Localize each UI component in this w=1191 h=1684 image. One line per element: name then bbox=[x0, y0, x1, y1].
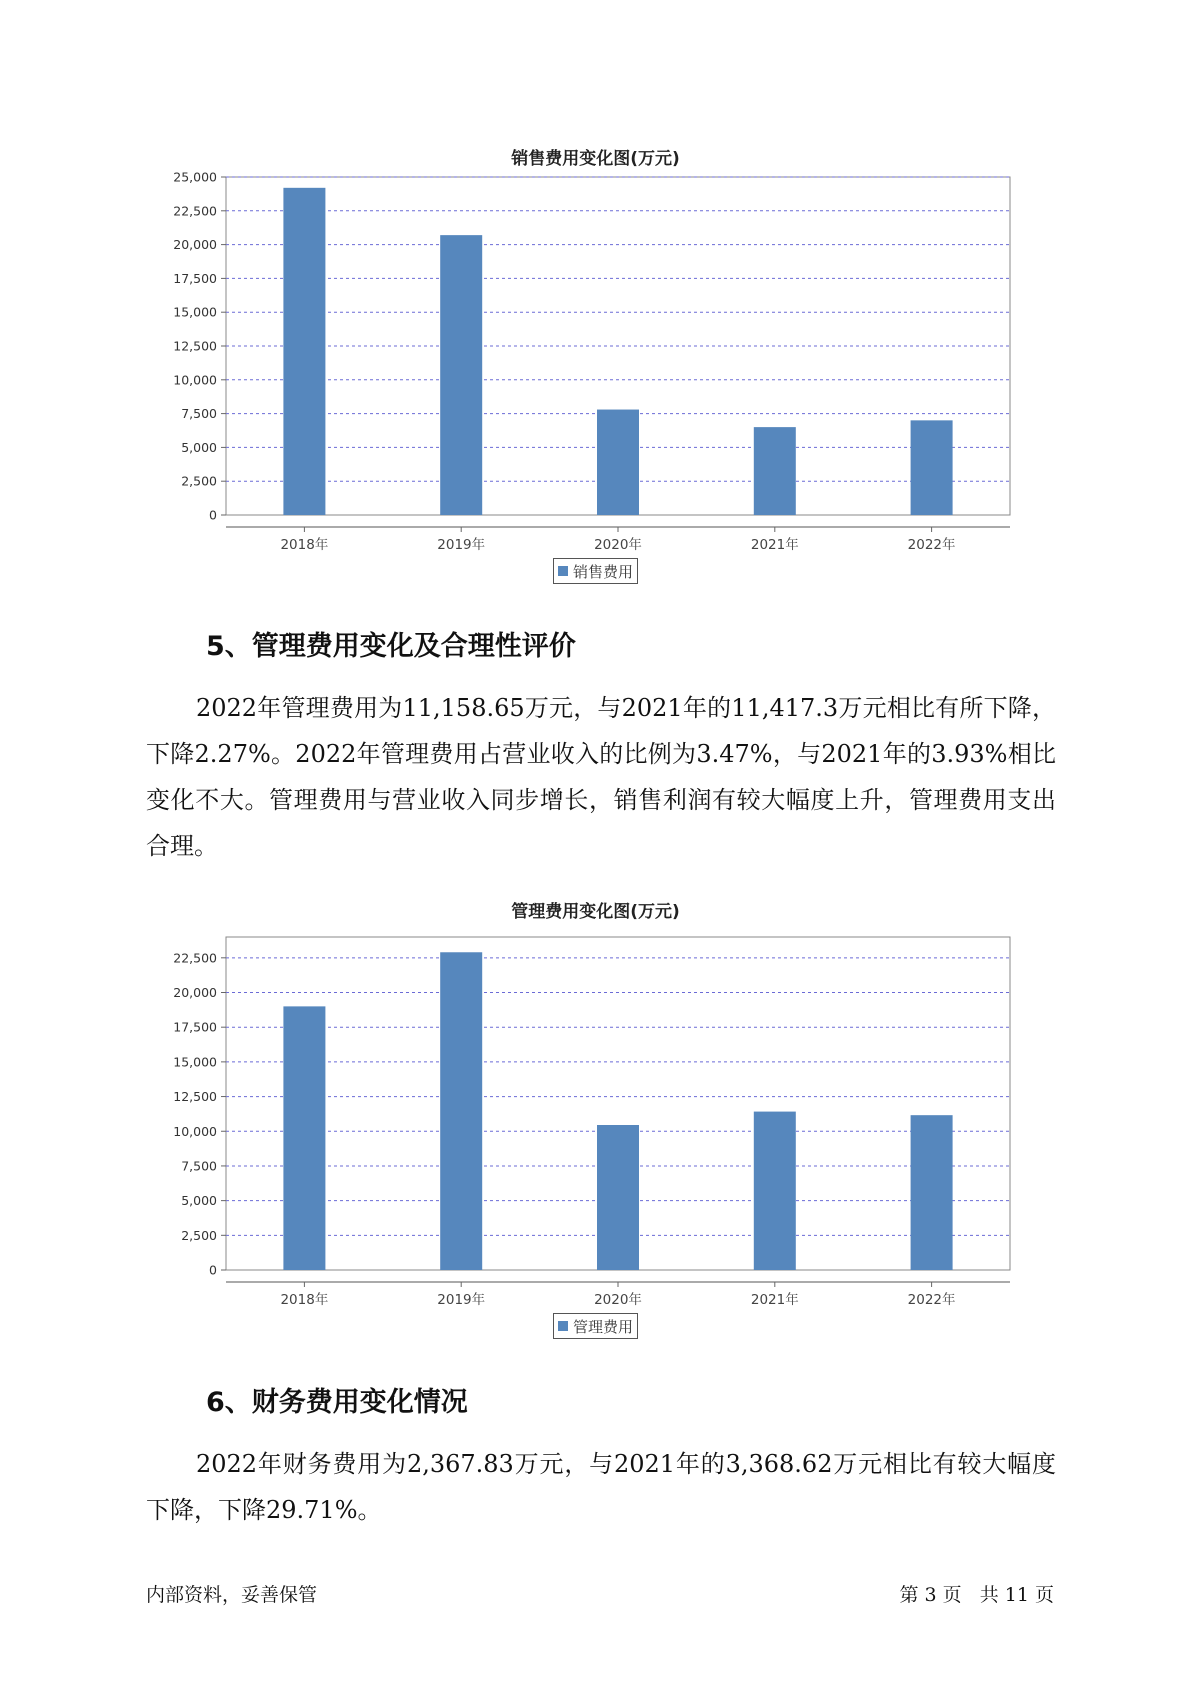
bar bbox=[754, 427, 796, 515]
bar bbox=[440, 235, 482, 515]
bar bbox=[283, 188, 325, 515]
y-tick-label: 2,500 bbox=[181, 1227, 217, 1243]
y-tick-label: 12,500 bbox=[173, 338, 217, 354]
chart2-legend-label: 管理费用 bbox=[573, 1317, 634, 1336]
y-tick-label: 0 bbox=[209, 1262, 217, 1278]
y-tick-label: 25,000 bbox=[173, 170, 217, 185]
x-tick-label: 2018年 bbox=[280, 537, 329, 553]
y-tick-label: 17,500 bbox=[173, 1019, 217, 1035]
y-tick-label: 20,000 bbox=[173, 237, 217, 253]
bar bbox=[911, 420, 953, 515]
y-tick-label: 22,500 bbox=[173, 203, 217, 219]
y-tick-label: 15,000 bbox=[173, 304, 217, 320]
footer-confidential-note: 内部资料，妥善保管 bbox=[146, 1584, 318, 1606]
y-tick-label: 0 bbox=[209, 507, 217, 523]
section6-heading: 6、财务费用变化情况 bbox=[206, 1387, 468, 1418]
y-tick-label: 20,000 bbox=[173, 985, 217, 1000]
y-tick-label: 7,500 bbox=[181, 1158, 217, 1174]
chart1-legend bbox=[553, 558, 638, 584]
y-tick-label: 10,000 bbox=[173, 1123, 217, 1139]
section6-paragraph: 2022年财务费用为2,367.83万元，与2021年的3,368.62万元相比有较大幅度下降，下降29.71%。 bbox=[146, 1450, 1056, 1524]
bar bbox=[440, 952, 482, 1270]
x-tick-label: 2018年 bbox=[280, 1292, 329, 1308]
y-tick-label: 12,500 bbox=[173, 1089, 217, 1105]
sales-expense-chart bbox=[0, 170, 1191, 710]
chart1-title: 销售费用变化图(万元) bbox=[511, 149, 680, 169]
chart1-legend-label: 销售费用 bbox=[573, 562, 634, 581]
bar bbox=[597, 1125, 639, 1270]
y-tick-label: 2,500 bbox=[181, 473, 217, 489]
legend-swatch bbox=[558, 566, 568, 576]
x-tick-label: 2019年 bbox=[437, 1292, 486, 1308]
legend-swatch bbox=[558, 1321, 568, 1331]
admin-expense-chart bbox=[0, 925, 1191, 1465]
y-tick-label: 7,500 bbox=[181, 406, 217, 422]
bar bbox=[597, 410, 639, 515]
bar bbox=[911, 1115, 953, 1270]
section5-paragraph: 2022年管理费用为11,158.65万元，与2021年的11,417.3万元相比有所下降，下降2.27%。2022年管理费用占营业收入的比例为3.47%，与2021年的3.93%相比变化不大。管理费用与营业收入同步增长，销售利润有较大幅度上升，管理费用支出合理。 bbox=[146, 694, 1056, 860]
x-tick-label: 2020年 bbox=[594, 537, 642, 553]
x-tick-label: 2019年 bbox=[437, 537, 486, 553]
chart2-legend bbox=[553, 1313, 638, 1339]
y-tick-label: 22,500 bbox=[173, 950, 217, 966]
y-tick-label: 15,000 bbox=[173, 1054, 217, 1070]
x-tick-label: 2020年 bbox=[594, 1292, 642, 1308]
x-tick-label: 2022年 bbox=[907, 537, 956, 553]
bar bbox=[754, 1112, 796, 1270]
x-tick-label: 2021年 bbox=[750, 537, 799, 553]
y-tick-label: 5,000 bbox=[181, 439, 217, 455]
y-tick-label: 10,000 bbox=[173, 372, 217, 388]
section5-heading: 5、管理费用变化及合理性评价 bbox=[206, 631, 576, 662]
x-tick-label: 2022年 bbox=[907, 1292, 956, 1308]
x-tick-label: 2021年 bbox=[750, 1292, 799, 1308]
y-tick-label: 5,000 bbox=[181, 1193, 217, 1209]
chart2-title: 管理费用变化图(万元) bbox=[511, 902, 680, 922]
bar bbox=[283, 1006, 325, 1270]
y-tick-label: 17,500 bbox=[173, 270, 217, 286]
footer-page-number: 第 3 页 共 11 页 bbox=[899, 1584, 1054, 1606]
